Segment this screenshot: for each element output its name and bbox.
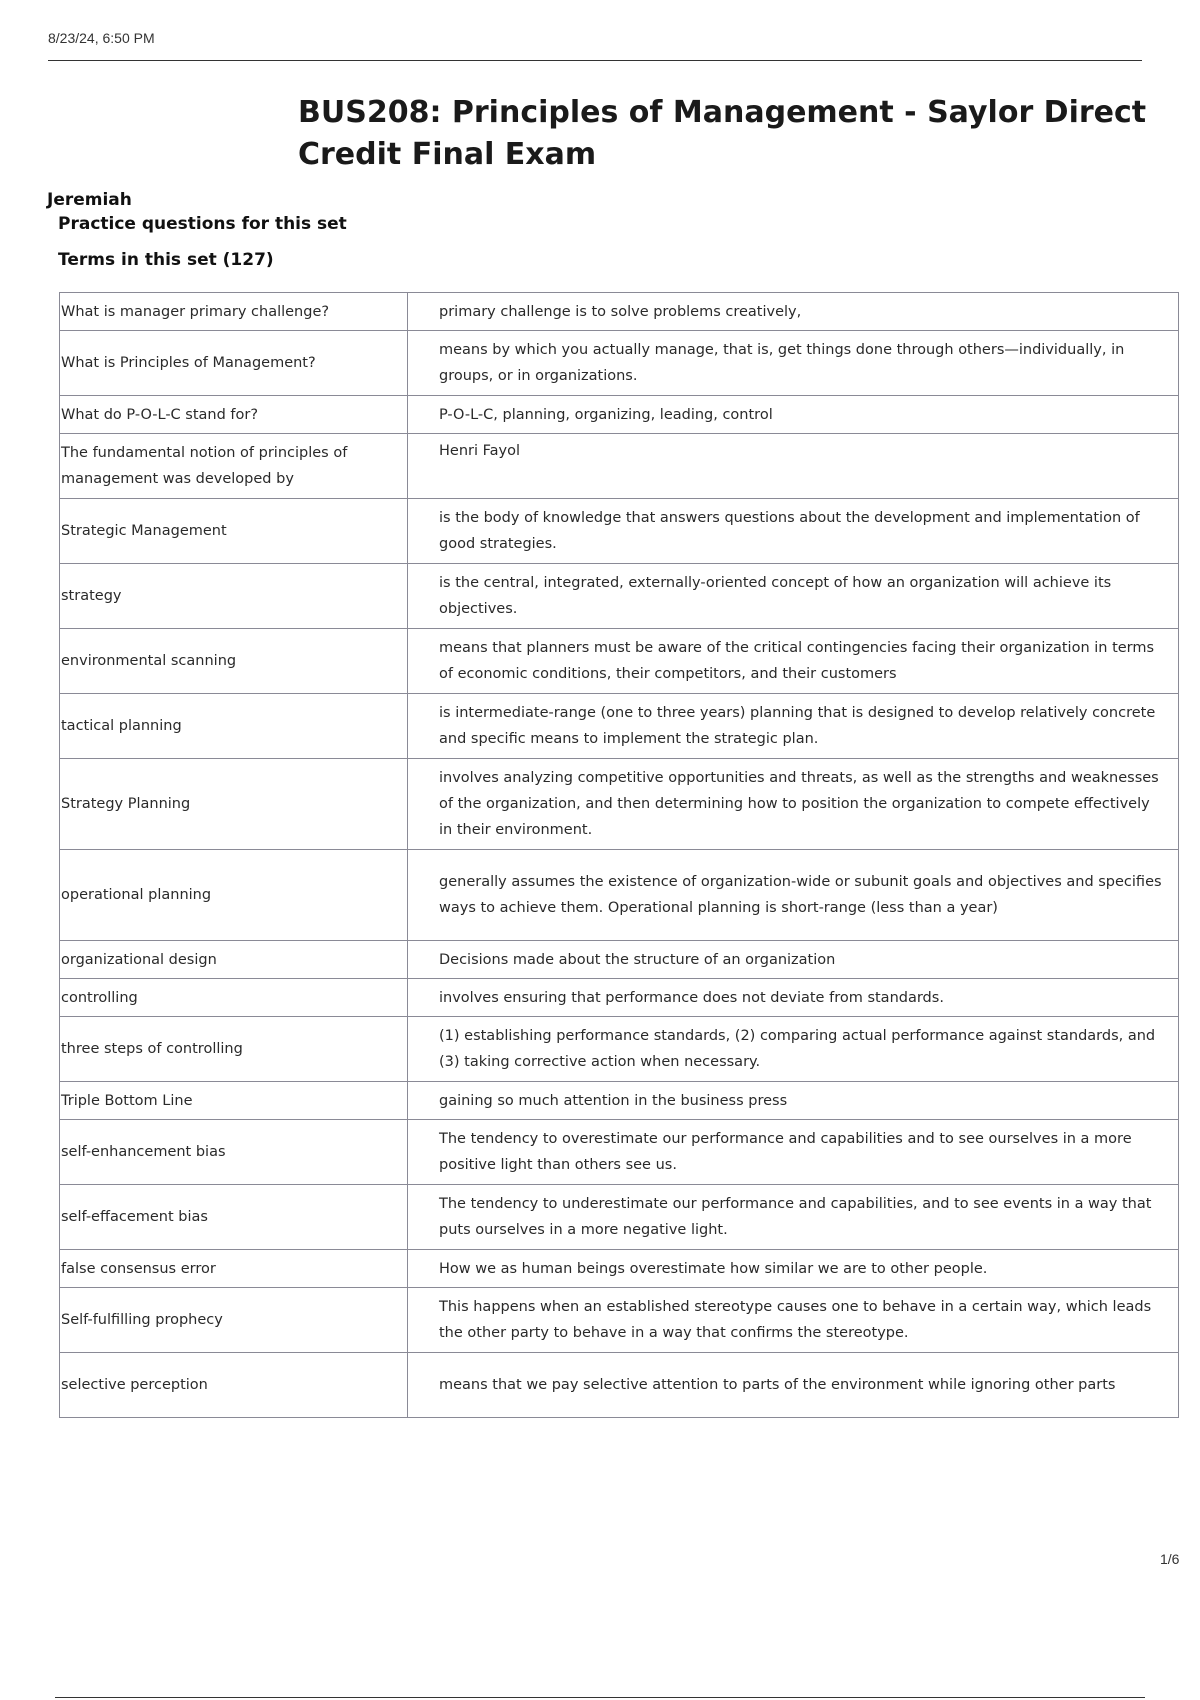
table-row	[60, 759, 1179, 850]
definition-cell: means by which you actually manage, that is, get things done through others—individually, in groups, or in organizations.	[408, 331, 1179, 396]
definition-cell: (1) establishing performance standards, (2) comparing actual performance against standards, and (3) taking corrective action when necessary.	[408, 1017, 1179, 1082]
term-cell: organizational design	[60, 941, 408, 979]
definition-cell: P-O-L-C, planning, organizing, leading, control	[408, 396, 1179, 434]
definition-cell: involves ensuring that performance does not deviate from standards.	[408, 979, 1179, 1017]
term-cell: What is Principles of Management?	[60, 331, 408, 396]
term-cell: What do P-O-L-C stand for?	[60, 396, 408, 434]
definition-cell: gaining so much attention in the business press	[408, 1082, 1179, 1120]
table-row	[60, 694, 1179, 759]
table-row	[60, 564, 1179, 629]
table-row	[60, 331, 1179, 396]
term-cell: self-effacement bias	[60, 1185, 408, 1250]
terms-table	[59, 292, 1179, 1418]
page-title: BUS208: Principles of Management - Saylor Direct Credit Final Exam	[298, 95, 1147, 172]
term-cell: three steps of controlling	[60, 1017, 408, 1082]
term-cell: Triple Bottom Line	[60, 1082, 408, 1120]
table-row	[60, 629, 1179, 694]
table-row	[60, 396, 1179, 434]
table-row	[60, 941, 1179, 979]
definition-cell: primary challenge is to solve problems creatively,	[408, 293, 1179, 331]
footer-divider	[55, 1697, 1145, 1698]
practice-questions-link[interactable]: Practice questions for this set	[58, 214, 347, 234]
header-divider	[48, 60, 1142, 61]
term-cell: tactical planning	[60, 694, 408, 759]
term-cell: What is manager primary challenge?	[60, 293, 408, 331]
term-cell: self-enhancement bias	[60, 1120, 408, 1185]
definition-cell: means that we pay selective attention to parts of the environment while ignoring other parts	[408, 1353, 1179, 1418]
table-row	[60, 1017, 1179, 1082]
table-row	[60, 434, 1179, 499]
table-row	[60, 1288, 1179, 1353]
page-number: 1/6	[1160, 1551, 1180, 1567]
term-cell: controlling	[60, 979, 408, 1017]
definition-cell: means that planners must be aware of the critical contingencies facing their organization in terms of economic conditions, their competitors, and their customers	[408, 629, 1179, 694]
table-row	[60, 1185, 1179, 1250]
table-row	[60, 850, 1179, 941]
definition-cell: The tendency to underestimate our performance and capabilities, and to see events in a way that puts ourselves in a more negative light.	[408, 1185, 1179, 1250]
term-cell: selective perception	[60, 1353, 408, 1418]
term-cell: strategy	[60, 564, 408, 629]
definition-cell: How we as human beings overestimate how similar we are to other people.	[408, 1250, 1179, 1288]
term-cell: false consensus error	[60, 1250, 408, 1288]
table-row	[60, 979, 1179, 1017]
table-row	[60, 293, 1179, 331]
term-cell: Self-fulfilling prophecy	[60, 1288, 408, 1353]
definition-cell: is intermediate-range (one to three years) planning that is designed to develop relatively concrete and specific means to implement the strategic plan.	[408, 694, 1179, 759]
term-cell: Strategic Management	[60, 499, 408, 564]
term-cell: Strategy Planning	[60, 759, 408, 850]
definition-cell: involves analyzing competitive opportunities and threats, as well as the strengths and weaknesses of the organization, and then determining how to position the organization to compete effectively in their environment.	[408, 759, 1179, 850]
definition-cell: This happens when an established stereotype causes one to behave in a certain way, which leads the other party to behave in a way that confirms the stereotype.	[408, 1288, 1179, 1353]
definition-cell: The tendency to overestimate our performance and capabilities and to see ourselves in a more positive light than others see us.	[408, 1120, 1179, 1185]
definition-cell: Henri Fayol	[408, 434, 1179, 499]
table-row	[60, 1082, 1179, 1120]
definition-cell: is the body of knowledge that answers questions about the development and implementation of good strategies.	[408, 499, 1179, 564]
table-row	[60, 1353, 1179, 1418]
table-row	[60, 1250, 1179, 1288]
table-row	[60, 1120, 1179, 1185]
definition-cell: generally assumes the existence of organization-wide or subunit goals and objectives and specifies ways to achieve them. Operational planning is short-range (less than a year)	[408, 850, 1179, 941]
term-cell: The fundamental notion of principles of management was developed by	[60, 434, 408, 499]
page-header	[48, 30, 1142, 61]
print-timestamp: 8/23/24, 6:50 PM	[48, 30, 155, 46]
term-cell: operational planning	[60, 850, 408, 941]
table-row	[60, 499, 1179, 564]
definition-cell: is the central, integrated, externally-oriented concept of how an organization will achieve its objectives.	[408, 564, 1179, 629]
author-name[interactable]: Jeremiah	[47, 190, 132, 210]
term-cell: environmental scanning	[60, 629, 408, 694]
definition-cell: Decisions made about the structure of an organization	[408, 941, 1179, 979]
terms-count-heading: Terms in this set (127)	[58, 250, 274, 270]
